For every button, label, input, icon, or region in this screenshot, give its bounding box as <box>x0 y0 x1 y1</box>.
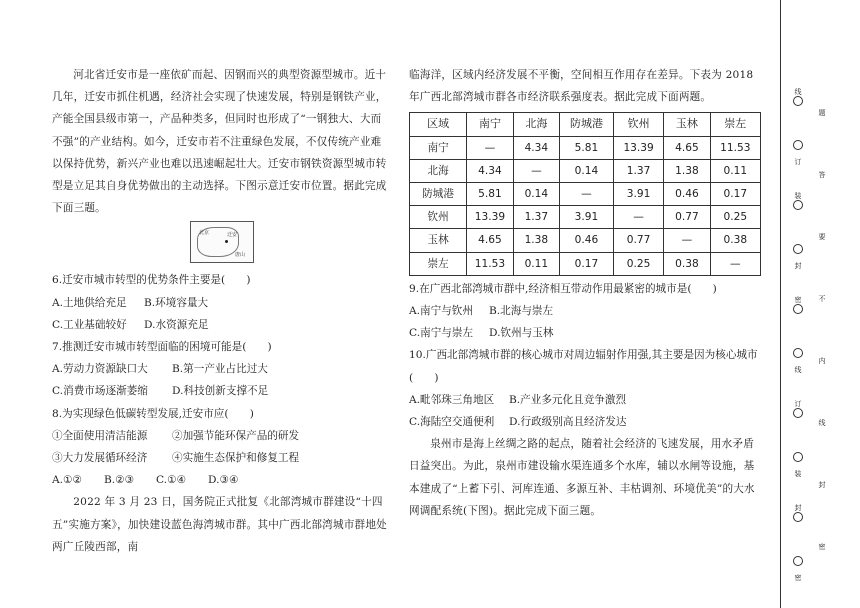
table-row-label: 崇左 <box>410 252 467 275</box>
right-column <box>409 64 761 522</box>
q6-option-a: A.土地供给充足 <box>52 296 127 309</box>
table-cell: — <box>467 136 514 159</box>
circle-icon <box>793 408 803 418</box>
q8-option-a: A.①② <box>52 474 83 487</box>
table-header: 玉林 <box>664 113 710 136</box>
circle-icon <box>793 556 803 566</box>
table-cell: 0.77 <box>613 229 663 252</box>
table-header: 钦州 <box>613 113 663 136</box>
table-row <box>410 159 761 182</box>
binding-mark <box>786 140 810 166</box>
table-row-label: 钦州 <box>410 206 467 229</box>
binding-margin <box>786 88 810 608</box>
binding-mark <box>786 244 810 270</box>
table-cell: 1.37 <box>513 206 559 229</box>
binding-label: 密 <box>794 296 802 304</box>
q9-option-d: D.钦州与玉林 <box>489 327 554 340</box>
table-row-label: 玉林 <box>410 229 467 252</box>
passage-beibuwan: 2022 年 3 月 23 日，国务院正式批复《北部湾城市群建设“十四五”实施方案》，加快建设蓝色海湾城市群。其中广西北部湾城市群地处两广丘陵西部，南 <box>52 496 387 553</box>
table-cell: 1.37 <box>613 159 663 182</box>
table-cell: 0.38 <box>664 252 710 275</box>
question-10: 10.广西北部湾城市群的核心城市对周边辐射作用强,其主要是因为核心城市 <box>409 349 758 362</box>
table-header: 防城港 <box>560 113 614 136</box>
binding-notice-char: 内 <box>818 357 826 365</box>
table-cell: — <box>664 229 710 252</box>
binding-label: 密 <box>794 574 802 582</box>
map-label-tangshan: 唐山 <box>235 252 246 259</box>
table-cell: 0.46 <box>560 229 614 252</box>
question-8: 8.为实现绿色低碳转型发展,迁安市应( ) <box>52 407 254 420</box>
q6-option-c: C.工业基础较好 <box>52 318 127 331</box>
table-cell: 0.11 <box>513 252 559 275</box>
question-6: 6.迁安市城市转型的优势条件主要是( ) <box>52 274 251 287</box>
table-header: 北海 <box>513 113 559 136</box>
table-cell: 0.11 <box>710 159 760 182</box>
table-row <box>410 229 761 252</box>
table-cell: 11.53 <box>710 136 760 159</box>
q8-item-3: ③大力发展循环经济 <box>52 452 148 465</box>
q6-option-d: D.水资源充足 <box>144 318 209 331</box>
table-cell: 13.39 <box>613 136 663 159</box>
table-cell: 0.77 <box>664 206 710 229</box>
table-header: 崇左 <box>710 113 760 136</box>
table-row-label: 南宁 <box>410 136 467 159</box>
table-cell: 1.38 <box>664 159 710 182</box>
table-row <box>410 206 761 229</box>
binding-mark <box>786 504 810 522</box>
q6-option-b: B.环境容量大 <box>144 296 209 309</box>
binding-label: 装 <box>794 470 802 478</box>
qianan-location-map <box>190 221 254 263</box>
table-row <box>410 183 761 206</box>
circle-icon <box>793 140 803 150</box>
table-header: 区域 <box>410 113 467 136</box>
table-row <box>410 136 761 159</box>
q7-option-c: C.消费市场逐渐萎缩 <box>52 385 148 398</box>
map-label-qianan: 迁安 <box>227 232 238 239</box>
binding-notice-char: 线 <box>818 419 826 427</box>
table-row <box>410 252 761 275</box>
table-header-row <box>410 113 761 136</box>
circle-icon <box>793 512 803 522</box>
table-cell: 4.65 <box>467 229 514 252</box>
binding-label: 装 <box>794 192 802 200</box>
q10-option-d: D.行政级别高且经济发达 <box>509 416 627 429</box>
table-cell: 4.34 <box>467 159 514 182</box>
question-7: 7.推测迁安市城市转型面临的困境可能是( ) <box>52 341 272 354</box>
table-row-label: 防城港 <box>410 183 467 206</box>
passage-beibuwan-continued: 临海洋，区域内经济发展不平衡，空间相互作用存在差异。下表为 2018 年广西北部湾城市群各市经济联系强度表。据此完成下面两题。 <box>409 69 754 104</box>
table-cell: 0.14 <box>560 159 614 182</box>
circle-icon <box>793 200 803 210</box>
binding-notice <box>814 88 830 608</box>
q8-item-2: ②加强节能环保产品的研发 <box>172 429 300 442</box>
table-cell: — <box>613 206 663 229</box>
table-cell: 13.39 <box>467 206 514 229</box>
q9-option-c: C.南宁与崇左 <box>409 327 474 340</box>
q10-option-a: A.毗邻珠三角地区 <box>409 393 495 406</box>
table-cell: 0.17 <box>710 183 760 206</box>
table-header: 南宁 <box>467 113 514 136</box>
table-cell: 0.46 <box>664 183 710 206</box>
binding-notice-char: 题 <box>818 109 826 117</box>
table-cell: 3.91 <box>560 206 614 229</box>
binding-mark <box>786 556 810 582</box>
left-column <box>52 64 392 558</box>
table-cell: 0.38 <box>710 229 760 252</box>
binding-mark <box>786 452 810 478</box>
table-cell: — <box>513 159 559 182</box>
binding-mark <box>786 348 810 374</box>
q9-option-b: B.北海与崇左 <box>489 305 554 318</box>
binding-label: 封 <box>794 504 802 512</box>
economic-link-table <box>409 112 761 275</box>
binding-mark <box>786 400 810 418</box>
table-cell: 0.25 <box>710 206 760 229</box>
table-row-label: 北海 <box>410 159 467 182</box>
binding-mark <box>786 192 810 210</box>
q8-option-b: B.②③ <box>104 474 135 487</box>
q9-option-a: A.南宁与钦州 <box>409 305 473 318</box>
table-cell: 5.81 <box>467 183 514 206</box>
passage-qianan: 河北省迁安市是一座依矿而起、因钢而兴的典型资源型城市。近十几年，迁安市抓住机遇，经济社会实现了快速发展，特别是钢铁产业，产能全国县级市第一，产品种类多，但同时也形成了“一钢独大、大而不强”的产业结构。如今，迁安市若不注重绿色发展，不仅传统产业难以保持优势，新兴产业也难以迅速崛起壮大。迁安市钢铁资源型城市转型是立足其自身优势做出的主动选择。下图示意迁安市位置。据此完成下面三题。 <box>52 69 387 215</box>
table-cell: 0.14 <box>513 183 559 206</box>
binding-label: 订 <box>794 400 802 408</box>
circle-icon <box>793 96 803 106</box>
binding-label: 线 <box>794 88 802 96</box>
q8-item-1: ①全面使用清洁能源 <box>52 429 148 442</box>
circle-icon <box>793 244 803 254</box>
binding-label: 线 <box>794 366 802 374</box>
q8-option-d: D.③④ <box>208 474 239 487</box>
circle-icon <box>793 452 803 462</box>
table-cell: 4.34 <box>513 136 559 159</box>
table-cell: 3.91 <box>613 183 663 206</box>
binding-notice-char: 答 <box>818 171 826 179</box>
binding-notice-char: 封 <box>818 481 826 489</box>
table-cell: 0.25 <box>613 252 663 275</box>
binding-notice-char: 不 <box>818 295 826 303</box>
q10-option-c: C.海陆空交通便利 <box>409 416 495 429</box>
table-cell: 1.38 <box>513 229 559 252</box>
table-cell: 0.17 <box>560 252 614 275</box>
table-cell: 5.81 <box>560 136 614 159</box>
q8-option-c: C.①④ <box>156 474 187 487</box>
table-cell: 11.53 <box>467 252 514 275</box>
q7-option-d: D.科技创新支撑不足 <box>172 385 269 398</box>
q10-option-b: B.产业多元化且竞争激烈 <box>509 393 627 406</box>
binding-notice-char: 密 <box>818 543 826 551</box>
passage-quanzhou: 泉州市是海上丝绸之路的起点，随着社会经济的飞速发展，用水矛盾日益突出。为此，泉州市建设输水渠连通多个水库，辅以水闸等设施，基本建成了“上蓄下引、河库连通、多源互补、丰枯调剂、环境优美”的大水网调配系统(下图)。据此完成下面三题。 <box>409 438 755 517</box>
circle-icon <box>793 304 803 314</box>
binding-mark <box>786 88 810 106</box>
binding-label: 订 <box>794 158 802 166</box>
question-10-paren: ( ) <box>409 371 439 384</box>
q7-option-b: B.第一产业占比过大 <box>172 363 268 376</box>
binding-line <box>780 0 781 608</box>
q7-option-a: A.劳动力资源缺口大 <box>52 363 148 376</box>
binding-notice-char: 要 <box>818 233 826 241</box>
circle-icon <box>793 348 803 358</box>
question-9: 9.在广西北部湾城市群中,经济相互带动作用最紧密的城市是( ) <box>409 282 717 295</box>
binding-mark <box>786 296 810 314</box>
table-cell: — <box>710 252 760 275</box>
table-cell: — <box>560 183 614 206</box>
map-label-beijing: 北京 <box>199 230 210 237</box>
table-cell: 4.65 <box>664 136 710 159</box>
binding-label: 封 <box>794 262 802 270</box>
q8-item-4: ④实施生态保护和修复工程 <box>172 452 300 465</box>
